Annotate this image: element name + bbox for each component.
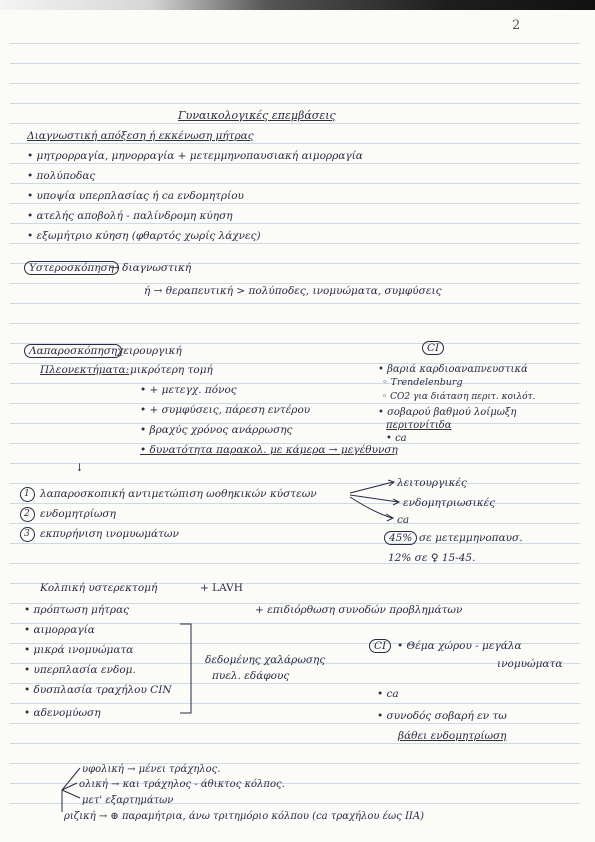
cyst-type: λειτουργικές bbox=[397, 477, 467, 489]
laparoscopy-type: χειρουργική bbox=[117, 345, 182, 357]
list-item: • υπερπλασία ενδομ. bbox=[24, 664, 136, 676]
hysterectomy-type: ολική → και τράχηλος - άθικτος κόλπος. bbox=[79, 779, 285, 790]
indication-number: 3 bbox=[24, 529, 30, 539]
advantage-item: μικρότερη τομή bbox=[130, 364, 213, 376]
ci-item: ◦ Trendelenburg bbox=[382, 377, 463, 388]
bracket bbox=[180, 624, 191, 713]
list-item: • υποψία υπερπλασίας ή ca ενδομητρίου bbox=[27, 190, 244, 202]
ci-item: • Θέμα χώρου - μεγάλα bbox=[397, 640, 522, 652]
hysterectomy-plus-repair: + επιδιόρθωση συνοδών προβλημάτων bbox=[255, 604, 463, 616]
advantage-item: • βραχύς χρόνος ανάρρωσης bbox=[140, 424, 293, 436]
list-item: • πρόπτωση μήτρας bbox=[24, 604, 130, 616]
advantage-item: • + συμφύσεις, πάρεση εντέρου bbox=[140, 404, 311, 416]
indication-item: λαπαροσκοπική αντιμετώπιση ωοθηκικών κύστεων bbox=[40, 488, 317, 500]
list-item: • εξωμήτριο κύηση (φθαρτός χωρίς λάχνες) bbox=[27, 230, 261, 242]
hysteroscopy-diagnostic: → διαγνωστική bbox=[110, 262, 192, 274]
bracket-note: πυελ. εδάφους bbox=[212, 670, 290, 682]
pct-circled: 45% bbox=[384, 531, 417, 545]
ci-item: ινομυώματα bbox=[497, 658, 563, 670]
list-item: • δυσπλασία τραχήλου CIN bbox=[24, 684, 172, 696]
ci-item: βάθει ενδομητρίωση bbox=[398, 730, 507, 742]
hysterectomy-title: Κολπική υστερεκτομή bbox=[40, 582, 158, 594]
ci-circled: CI bbox=[369, 639, 391, 653]
list-item: • ατελής αποβολή - παλίνδρομη κύηση bbox=[27, 210, 233, 222]
section-heading-curettage: Διαγνωστική απόξεση ή εκκένωση μήτρας bbox=[27, 130, 254, 142]
page-title: Γυναικολογικές επεμβάσεις bbox=[178, 109, 336, 122]
ci-circled: CI bbox=[422, 341, 444, 355]
ci-item: • ca bbox=[377, 688, 399, 700]
indication-item: ενδομητρίωση bbox=[40, 508, 116, 520]
hysteroscopy-circled: Υστεροσκόπηση bbox=[24, 261, 119, 275]
advantages-label: Πλεονεκτήματα: bbox=[40, 364, 130, 376]
ci-item: • βαριά καρδιοαναπνευστικά bbox=[378, 364, 528, 375]
arrow-to-cyst-type bbox=[350, 482, 393, 493]
advantage-item: • + μετεγχ. πόνος bbox=[140, 384, 237, 396]
ci-item: περιτονίτιδα bbox=[386, 420, 452, 431]
ci-item: • συνοδός σοβαρή εν τω bbox=[377, 710, 507, 722]
branch-arrow bbox=[62, 790, 80, 798]
list-item: • πολύποδας bbox=[27, 170, 96, 182]
hysterectomy-type: ριζική → ⊕ παραμήτρια, άνω τριτημόριο κόλπου (ca τραχήλου έως IIA) bbox=[64, 811, 424, 822]
indication-number: 2 bbox=[24, 509, 30, 519]
indication-number: 1 bbox=[24, 489, 30, 499]
hysteroscopy-therapeutic: ή → θεραπευτική > πολύποδες, ινομυώματα, συμφύσεις bbox=[144, 285, 442, 297]
down-arrow: ↓ bbox=[75, 462, 84, 474]
list-item: • αιμορραγία bbox=[24, 624, 95, 636]
advantage-item: • δυνατότητα παρακολ. με κάμερα → μεγέθυνση bbox=[140, 444, 398, 456]
list-item: • μητρορραγία, μηνορραγία + μετεμμηνοπαυσιακή αιμορραγία bbox=[27, 150, 363, 162]
list-item: • μικρά ινομυώματα bbox=[24, 644, 134, 656]
hysterectomy-plus-lavh: + LAVH bbox=[200, 582, 243, 594]
cyst-type: ca bbox=[397, 514, 410, 526]
list-item: • αδενομύωση bbox=[24, 707, 101, 719]
laparoscopy-circled: Λαπαροσκόπηση bbox=[24, 344, 122, 358]
cyst-type: ενδομητριωσικές bbox=[403, 497, 496, 509]
branch-arrow bbox=[62, 768, 80, 790]
indication-item: εκπυρήνιση ινομυωμάτων bbox=[40, 528, 179, 540]
hysterectomy-type: μετ' εξαρτημάτων bbox=[82, 795, 174, 806]
ci-item: • σοβαρού βαθμού λοίμωξη bbox=[378, 407, 517, 418]
hysterectomy-type: υφολική → μένει τράχηλος. bbox=[82, 764, 221, 775]
bracket-note: δεδομένης χαλάρωσης bbox=[205, 654, 326, 666]
ci-item: • ca bbox=[386, 433, 407, 444]
stats-text: 12% σε ♀ 15-45. bbox=[388, 552, 476, 564]
stats-text: σε μετεμμηνοπαυσ. bbox=[419, 532, 523, 544]
page-number: 2 bbox=[512, 18, 521, 33]
ci-item: ◦ CO2 για διάταση περιτ. κοιλότ. bbox=[382, 392, 536, 402]
